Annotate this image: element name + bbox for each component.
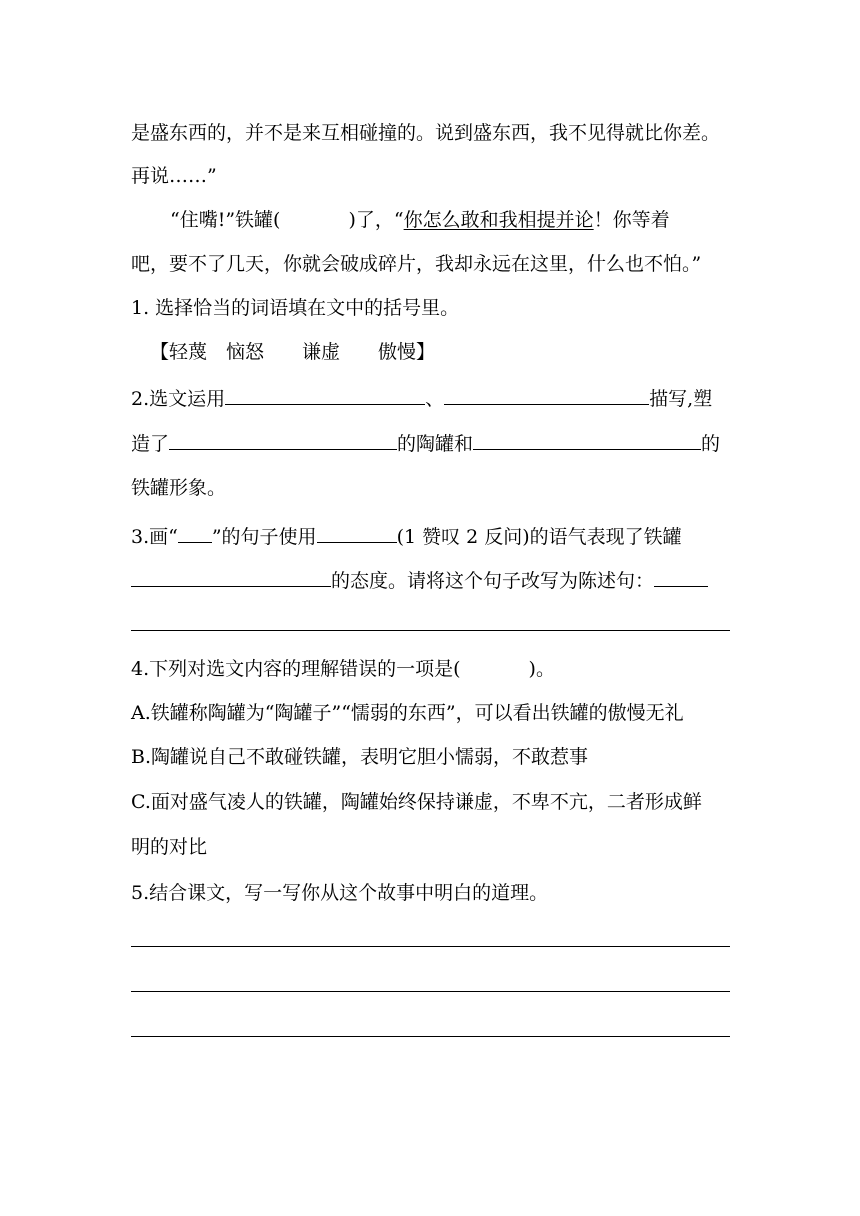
q2-d: 造了: [131, 433, 170, 455]
q4-b: )。: [528, 658, 555, 680]
question-4: [131, 656, 731, 682]
question-3-line-2: [131, 566, 731, 592]
passage-line-1: 是盛东西的，并不是来互相碰撞的。说到盛东西，我不见得就比你差。: [131, 122, 721, 144]
answer-blank[interactable]: [473, 429, 701, 450]
q2-prefix: 2.选文运用: [131, 388, 226, 410]
q4-option-c-line-2: 明的对比: [131, 836, 208, 858]
passage-line-4: 吧，要不了几天，你就会破成碎片，我却永远在这里，什么也不怕。”: [131, 253, 702, 275]
question-2-line-2: [131, 429, 731, 455]
question-1: 1. 选择恰当的词语填在文中的括号里。: [131, 297, 460, 319]
answer-line[interactable]: [131, 991, 730, 992]
q4-a: 4.下列对选文内容的理解错误的一项是(: [131, 658, 461, 680]
q2-sep: 、: [425, 388, 445, 410]
answer-blank[interactable]: [317, 522, 397, 543]
answer-line[interactable]: [131, 630, 730, 631]
passage-line-3-mid: )了，“: [348, 209, 404, 231]
q3-b: ”的句子使用: [211, 526, 317, 548]
q3-a: 3.画“: [131, 526, 178, 548]
answer-line[interactable]: [131, 1036, 730, 1037]
answer-line[interactable]: [131, 946, 730, 947]
q3-d: 的态度。请将这个句子改写为陈述句：: [331, 570, 655, 592]
q3-c: (1 赞叹 2 反问)的语气表现了铁罐: [396, 526, 682, 548]
passage-line-3: [170, 207, 770, 233]
q4-option-c-line-1: C.面对盛气凌人的铁罐，陶罐始终保持谦虚，不卑不亢，二者形成鲜: [131, 791, 702, 813]
underline-sample: [178, 522, 212, 543]
passage-line-3-start: “住嘴!”铁罐(: [170, 209, 281, 231]
q2-suffix: 描写,塑: [649, 388, 713, 410]
answer-blank[interactable]: [444, 384, 649, 405]
answer-blank[interactable]: [131, 566, 331, 587]
q4-option-a: A.铁罐称陶罐为“陶罐子”“懦弱的东西”，可以看出铁罐的傲慢无礼: [131, 702, 684, 724]
q4-option-b: B.陶罐说自己不敢碰铁罐，表明它胆小懦弱，不敢惹事: [131, 746, 589, 768]
question-5: 5.结合课文，写一写你从这个故事中明白的道理。: [131, 882, 549, 904]
q2-f: 的: [701, 433, 721, 455]
question-3-line-1: [131, 522, 731, 548]
question-2-line-1: [131, 384, 731, 410]
answer-blank[interactable]: [169, 429, 397, 450]
question-1-word-options: 【轻蔑 恼怒 谦虚 傲慢】: [150, 341, 436, 363]
question-2-line-3: 铁罐形象。: [131, 477, 227, 499]
answer-blank[interactable]: [225, 384, 425, 405]
underlined-sentence: 你怎么敢和我相提并论: [403, 209, 594, 231]
passage-line-2: 再说……”: [131, 165, 217, 187]
passage-line-3-end: ！你等着: [593, 209, 670, 231]
answer-blank[interactable]: [654, 566, 708, 587]
q2-e: 的陶罐和: [397, 433, 474, 455]
